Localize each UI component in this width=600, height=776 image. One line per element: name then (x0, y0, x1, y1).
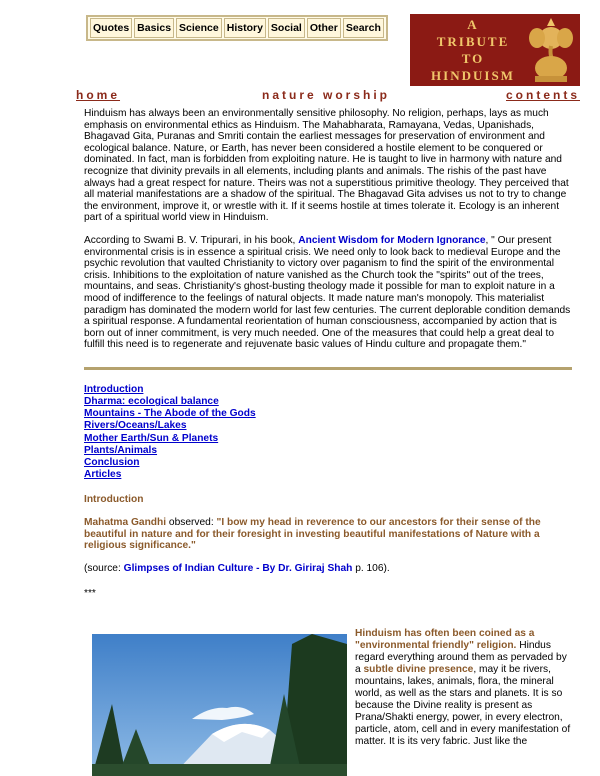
text: According to Swami B. V. Tripurari, in his book, (84, 234, 299, 246)
quote-text: "I bow my head in reverence to our ancestors for their sense of the beautiful in nature and for their foresight in investing beautiful manifestations of Nature with a religious significance." (84, 517, 541, 552)
banner-line: HINDUISM (431, 68, 515, 83)
nav-other[interactable]: Other (307, 18, 341, 38)
nav-social[interactable]: Social (268, 18, 305, 38)
nav-search[interactable]: Search (343, 18, 384, 38)
side-paragraph (355, 628, 575, 748)
text: (source: (84, 562, 124, 574)
toc-rivers[interactable]: Rivers/Oceans/Lakes (84, 420, 187, 432)
text: p. 106). (352, 562, 390, 574)
sub-nav (76, 88, 580, 102)
intro-paragraph: Hinduism has always been an environmentally sensitive philosophy. No religion, perhaps, lays as much emphasis on environmental ethics as Hinduism. The Mahabharata, Ramayana, Vedas, Upanishads, Bhagavad Gita, Puranas and Smriti contain the earliest messages for preservation of environment and ecological balance. Nature, or Earth, has never been considered a hostile element to be conquered or dominated. In fact, man is forbidden from exploiting nature. He is taught to live in harmony with nature and recognize that divinity prevails in all elements, including plants and animals. The rishis of the past have always had a great respect for nature. Theirs was not a superstitious primitive theology. They perceived that all material manifestations are a shadow of the spiritual. The Bhagavad Gita advises us not to try to change the environment, improve it, or wrestle with it. If it seems hostile at times tolerate it. Ecology is an inherent part of a spiritual world view in Hinduism. (84, 108, 569, 224)
banner-text (418, 16, 528, 84)
separator-stars: *** (84, 588, 96, 600)
home-link[interactable]: home (76, 88, 121, 102)
text: , may it be rivers, mountains, lakes, animals, flora, the mineral world, as well as the stars and planets. It is so because the Divine reality is present as Prana/Shakti energy, power, in every electron, particle, atom, cell and in every manifestation of matter. It is its very fabric. Just like the (355, 664, 571, 747)
source-book-link[interactable]: Glimpses of Indian Culture (123, 562, 254, 574)
divider (84, 367, 572, 370)
top-nav (86, 15, 388, 41)
text: Hindus regard everything around them as pervaded by a (355, 640, 567, 675)
source-author-link[interactable]: By Dr. Giriraj Shah (262, 562, 353, 574)
banner-line: TRIBUTE (436, 34, 510, 49)
mountain-landscape-image (92, 634, 347, 776)
book-link[interactable]: Ancient Wisdom for Modern Ignorance (298, 234, 486, 246)
nav-quotes[interactable]: Quotes (90, 18, 132, 38)
toc-articles[interactable]: Articles (84, 469, 122, 481)
banner-line: TO (461, 51, 485, 66)
toc-dharma[interactable]: Dharma: ecological balance (84, 396, 219, 408)
gandhi-quote (84, 517, 576, 552)
text: , " Our present environmental crisis is in essence a spiritual crisis. We need only to look back to medieval Europe and the psychic revolution that vaulted Christianity to victory over paganism to find the spirit of the environmental crisis. Inhibitions to the exploitation of nature vanished as the Church took the "spirits" out of the trees, mountains, and seas. Christianity's ghost-busting theology made it possible for man to exploit nature in a mood of indifference to the feelings of natural objects. It made nature man's monopoly. This materialist paradigm has dominated the modern world for last few centuries. The current deplorable condition demands a spiritual response. A fundamental reorientation of human consciousness, accompanied by action that is born out of inner commitment, is very much needed. One of the measures that could help a great deal to fulfill this need is to regenerate and rejuvenate basic values of Hindu culture and propagate them." (84, 234, 571, 351)
side-heading: Hinduism has often been coined as a "environmental friendly" religion. (355, 628, 535, 651)
toc-plants-animals[interactable]: Plants/Animals (84, 444, 158, 456)
main-content (84, 108, 576, 600)
nav-history[interactable]: History (224, 18, 266, 38)
nav-basics[interactable]: Basics (134, 18, 174, 38)
toc (84, 384, 576, 482)
contents-link[interactable]: contents (505, 88, 580, 102)
source-line (84, 563, 576, 575)
toc-mountains[interactable]: Mountains - The Abode of the Gods (84, 408, 256, 420)
tripurari-paragraph (84, 235, 576, 351)
section-heading: Introduction (84, 493, 144, 505)
toc-introduction[interactable]: Introduction (84, 383, 144, 395)
site-banner-logo[interactable] (410, 14, 580, 86)
page-title: nature worship (262, 88, 391, 102)
mountain-photo (92, 634, 347, 776)
nav-science[interactable]: Science (176, 18, 222, 38)
source-sep: - (253, 562, 263, 574)
highlight-text: subtle divine presence (363, 664, 474, 675)
toc-mother-earth[interactable]: Mother Earth/Sun & Planets (84, 432, 219, 444)
banner-line: A (467, 17, 479, 32)
toc-conclusion[interactable]: Conclusion (84, 457, 140, 469)
text: observed: (166, 517, 217, 529)
gandhi-name: Mahatma Gandhi (84, 517, 167, 529)
ganesh-icon (527, 18, 575, 82)
